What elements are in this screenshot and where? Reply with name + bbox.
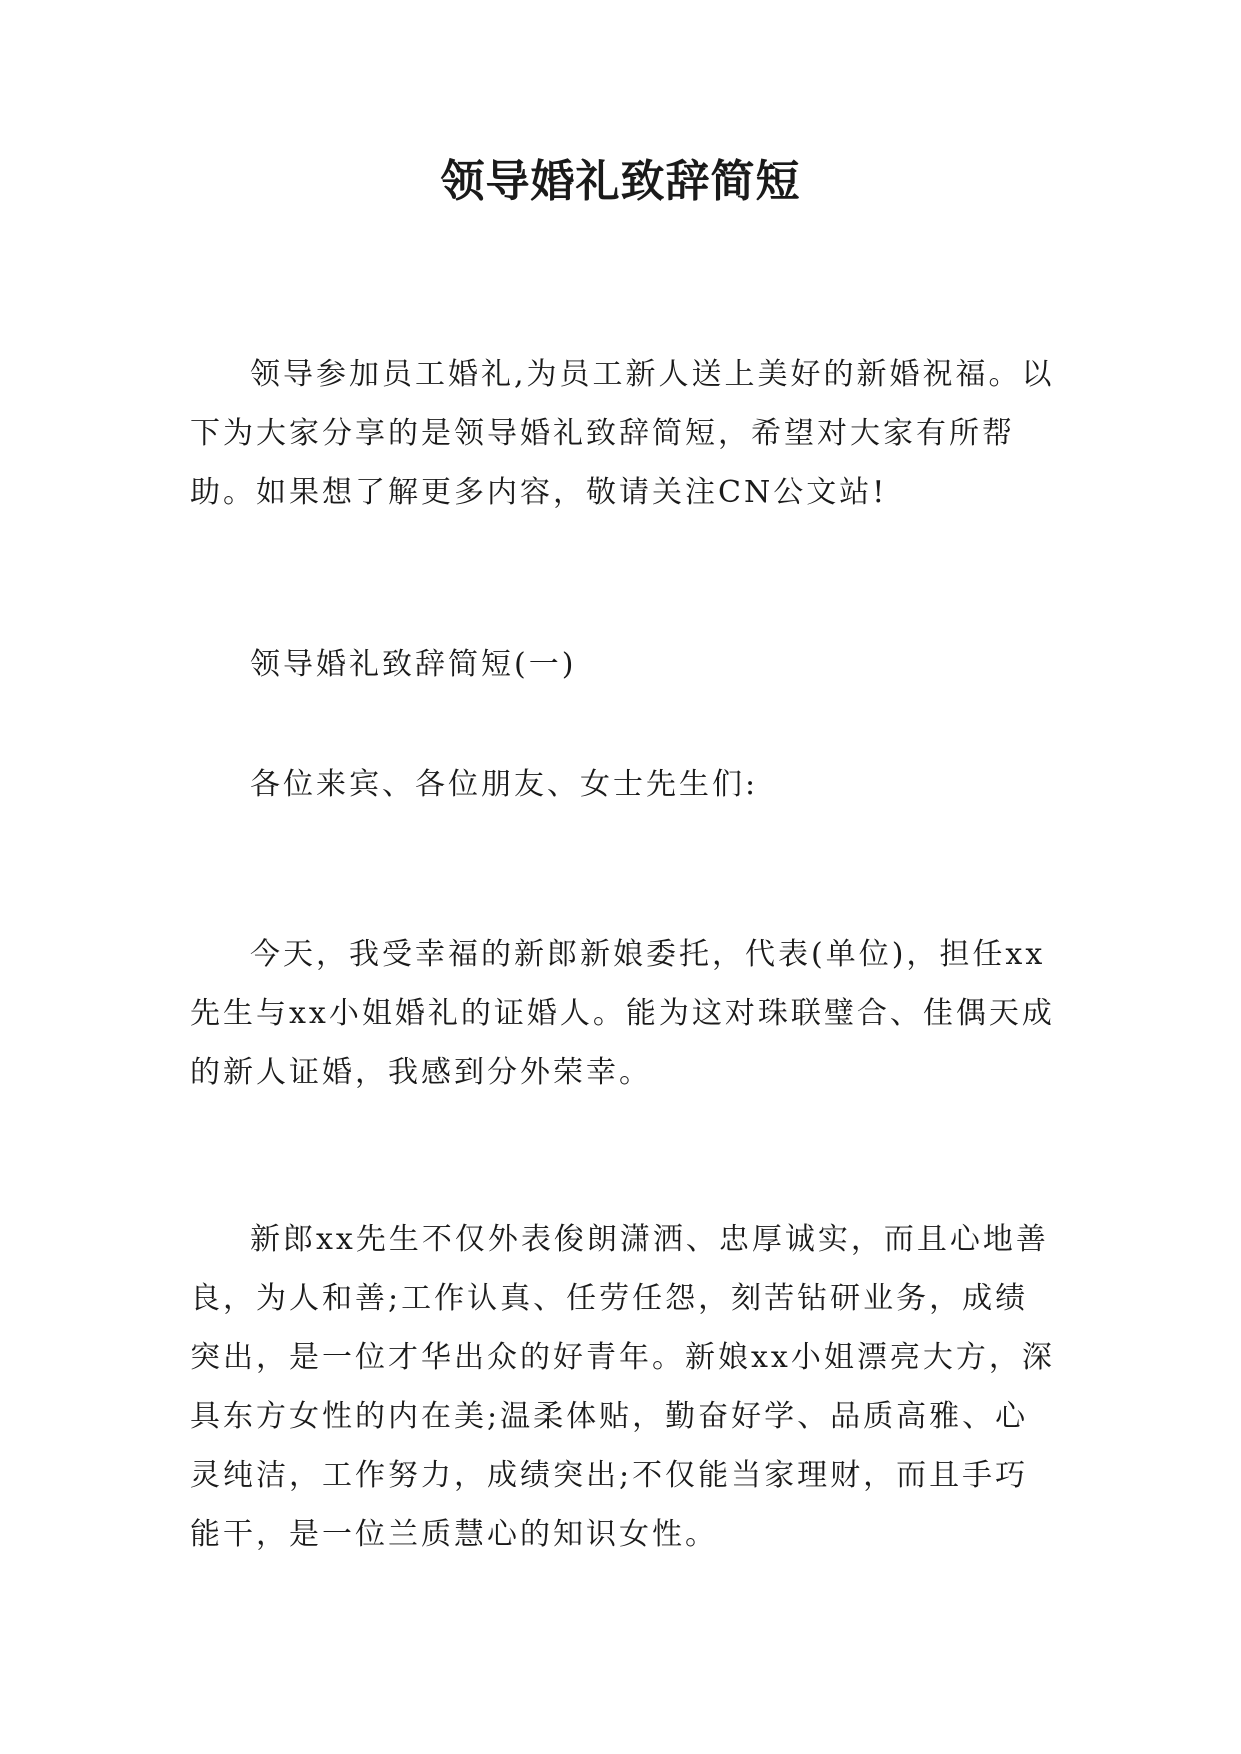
body-paragraph-couple: 新郎xx先生不仅外表俊朗潇洒、忠厚诚实，而且心地善良，为人和善;工作认真、任劳任怨，刻苦钻研业务，成绩突出，是一位才华出众的好青年。新娘xx小姐漂亮大方，深具东方女性的内在美;温柔体贴，勤奋好学、品质高雅、心灵纯洁，工作努力，成绩突出;不仅能当家理财，而且手巧能干，是一位兰质慧心的知识女性。 <box>190 1222 1055 1552</box>
body-paragraph-entrusted: 今天，我受幸福的新郎新娘委托，代表(单位)，担任xx先生与xx小姐婚礼的证婚人。能为这对珠联璧合、佳偶天成的新人证婚，我感到分外荣幸。 <box>190 937 1055 1090</box>
section-heading: 领导婚礼致辞简短(一) <box>250 647 577 682</box>
document-title: 领导婚礼致辞简短 <box>440 156 801 207</box>
intro-paragraph: 领导参加员工婚礼,为员工新人送上美好的新婚祝福。以下为大家分享的是领导婚礼致辞简短，希望对大家有所帮助。如果想了解更多内容，敬请关注CN公文站! <box>190 357 1055 510</box>
greeting-paragraph: 各位来宾、各位朋友、女士先生们: <box>250 767 759 802</box>
